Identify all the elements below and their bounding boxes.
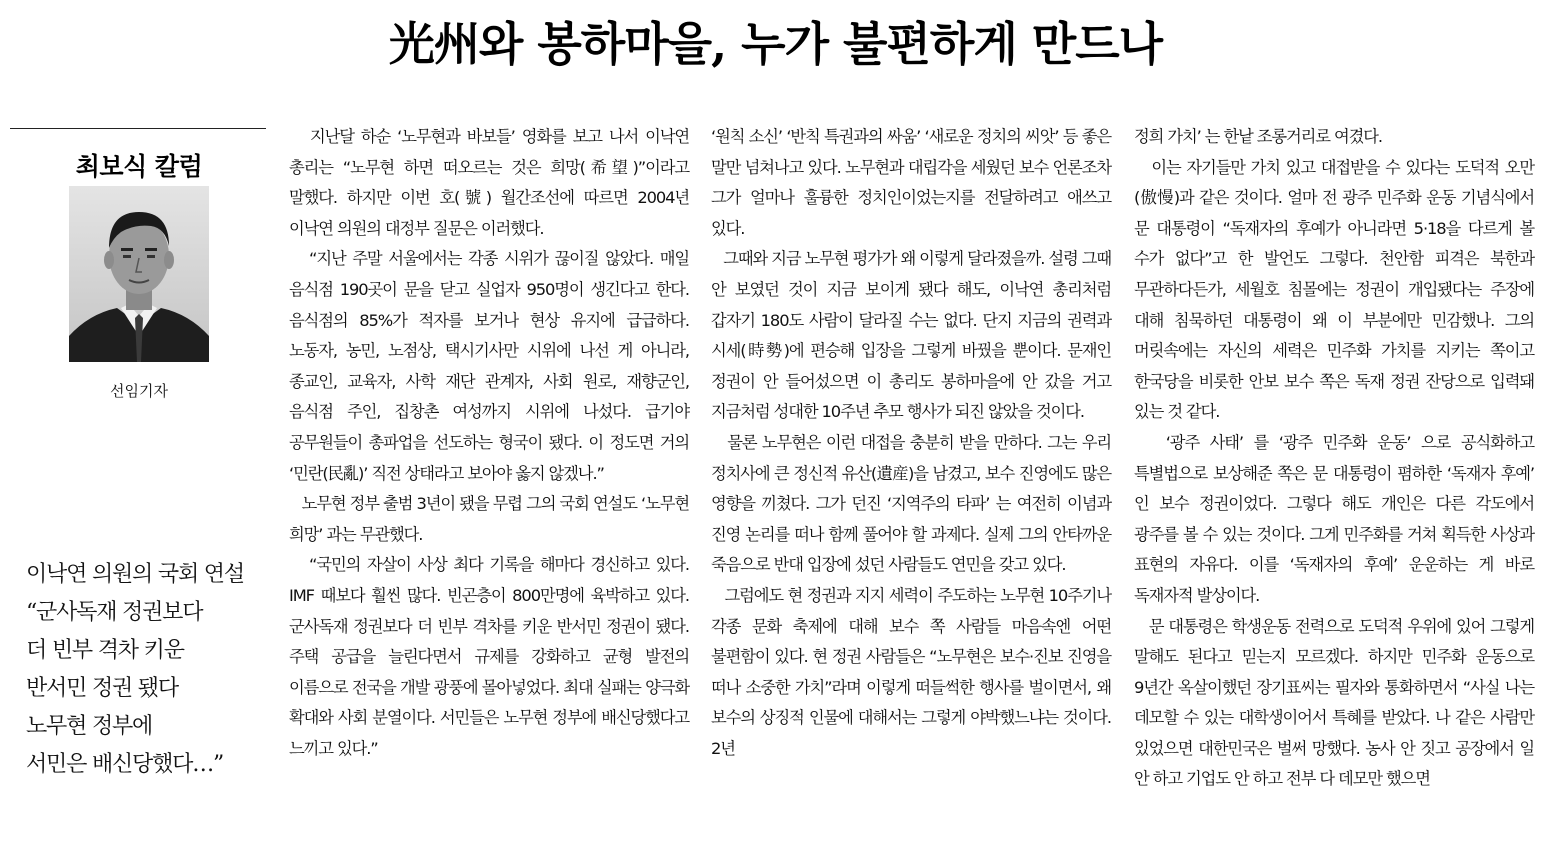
pull-quote-line: 이낙연 의원의 국회 연설 — [26, 562, 244, 587]
column-name: 최보식 칼럼 — [75, 152, 203, 181]
article-paragraph: “지난 주말 서울에서는 각종 시위가 끊이질 않았다. 매일 음식점 190곳이 문을 닫고 실업자 950명이 생긴다고 한다. 음식점의 85%가 적자를 보거나 현상 유지에 급급하다. 노동자, 농민, 노점상, 택시기사만 시위에 나선 게 아니라, 종교인, 교육자, 사학 재단 관계자, 사회 원로, 재향군인, 음식점 주인, 집창촌 여성까지 시위에 나섰다. 급기야 공무원들이 총파업을 선도하는 형국이 됐다. 이 정도면 거의 ‘민란(民亂)’ 직전 상태라고 보아야 옳지 않겠나.” — [289, 249, 694, 483]
column-sidebar — [10, 128, 268, 400]
article-paragraph: 정희 가치’ 는 한낱 조롱거리로 여겼다. — [1134, 127, 1382, 146]
portrait-image — [69, 186, 209, 362]
author-title: 선임기자 — [110, 382, 168, 400]
pull-quote-line: “군사독재 정권보다 — [26, 600, 203, 625]
pull-quote-line: 서민은 배신당했다…” — [26, 752, 224, 777]
article-paragraph: 이는 자기들만 가치 있고 대접받을 수 있다는 도덕적 오만(傲慢)과 같은 것이다. 얼마 전 광주 민주화 운동 기념식에서 문 대통령이 “독재자의 후예가 아니라면 5·18을 다르게 볼 수가 없다”고 한 발언도 그렇다. 천안함 피격은 북한과 무관하다든가, 세월호 침몰에는 정권이 개입됐다는 주장에 대해 침묵하던 대통령이 왜 이 부분에만 민감했나. 그의 머릿속에는 자신의 세력은 민주화 가치를 지키는 쪽이고 한국당을 비롯한 안보 보수 쪽은 독재 정권 잔당으로 입력돼 있는 것 같다. — [1134, 157, 1539, 422]
article-column-2 — [711, 122, 1116, 861]
article-paragraph: 노무현 정부 출범 3년이 됐을 무렵 그의 국회 연설도 ‘노무현 희망’ 과는 무관했다. — [289, 494, 694, 544]
article-paragraph: ‘광주 사태’ 를 ‘광주 민주화 운동’ 으로 공식화하고 특별법으로 보상해준 쪽은 문 대통령이 폄하한 ‘독재자 후예’ 인 보수 정권이었다. 그렇다 해도 개인은 다른 각도에서 광주를 볼 수 있는 것이다. 그게 민주화를 거쳐 획득한 사상과 표현의 자유다. 이를 ‘독재자의 후예’ 운운하는 게 바로 독재자적 발상이다. — [1134, 432, 1539, 605]
article-paragraph: 문 대통령은 학생운동 전력으로 도덕적 우위에 있어 그렇게 말해도 된다고 믿는지 모르겠다. 하지만 민주화 운동으로 9년간 옥살이했던 장기표씨는 필자와 통화하면서 “사실 나는 데모할 수 있는 대학생이어서 특혜를 받았다. 나 같은 사람만 있었으면 대한민국은 벌써 망했다. 농사 안 짓고 공장에서 일 안 하고 기업도 안 하고 전부 다 데모만 했으면 — [1134, 616, 1539, 789]
sidebar-divider — [10, 128, 266, 129]
article-paragraph: 그때와 지금 노무현 평가가 왜 이렇게 달라졌을까. 설령 그때 안 보였던 것이 지금 보이게 됐다 해도, 이낙연 총리처럼 갑자기 180도 사람이 달라질 수는 없다. 단지 지금의 권력과 시세(時勢)에 편승해 입장을 그렇게 바꿨을 뿐이다. 문재인 정권이 안 들어섰으면 이 총리도 봉하마을에 안 갔을 거고 지금처럼 성대한 10주년 추모 행사가 되진 않았을 것이다. — [711, 249, 1116, 422]
headline: 光州와 봉하마을, 누가 불편하게 만드나 — [388, 17, 1163, 71]
article-paragraph: “국민의 자살이 사상 최다 기록을 해마다 경신하고 있다. IMF 때보다 훨씬 많다. 빈곤층이 800만명에 육박하고 있다. 군사독재 정권보다 더 빈부 격차를 키운 반서민 정권이 됐다. 주택 공급을 늘린다면서 규제를 강화하고 균형 발전의 이름으로 전국을 개발 광풍에 몰아넣었다. 최대 실패는 양극화 확대와 사회 분열이다. 서민들은 노무현 정부에 배신당했다고 느끼고 있다.” — [289, 555, 694, 758]
author-portrait — [69, 186, 209, 362]
article-paragraph: 지난달 하순 ‘노무현과 바보들’ 영화를 보고 나서 이낙연 총리는 “노무현 하면 떠오르는 것은 희망(希望)”이라고 말했다. 하지만 이번 호(號) 월간조선에 따르면 2004년 이낙연 의원의 대정부 질문은 이러했다. — [289, 127, 694, 238]
article-column-3 — [1134, 122, 1539, 861]
article-paragraph: 그럼에도 현 정권과 지지 세력이 주도하는 노무현 10주기나 각종 문화 축제에 대해 보수 쪽 사람들 마음속엔 어떤 불편함이 있다. 현 정권 사람들은 “노무현은 보수·진보 진영을 떠나 소중한 가치”라며 이렇게 떠들썩한 행사를 벌이면서, 왜 보수의 상징적 인물에 대해서는 그렇게 야박했느냐는 것이다. 2년 — [711, 585, 1116, 758]
pull-quote-line: 반서민 정권 됐다 — [26, 676, 178, 701]
article-paragraph: 물론 노무현은 이런 대접을 충분히 받을 만하다. 그는 우리 정치사에 큰 정신적 유산(遺産)을 남겼고, 보수 진영에도 많은 영향을 끼쳤다. 그가 던진 ‘지역주의 타파’ 는 여전히 이념과 진영 논리를 떠나 함께 풀어야 할 과제다. 실제 그의 안타까운 죽음으로 반대 입장에 섰던 사람들도 연민을 갖고 있다. — [711, 432, 1116, 575]
pull-quote-line: 노무현 정부에 — [26, 714, 153, 739]
pull-quote-line: 더 빈부 격차 키운 — [26, 638, 184, 663]
article-column-1 — [289, 122, 694, 861]
pull-quote — [26, 556, 276, 784]
article-paragraph: ‘원칙 소신’ ‘반칙 특권과의 싸움’ ‘새로운 정치의 씨앗’ 등 좋은 말만 넘쳐나고 있다. 노무현과 대립각을 세웠던 보수 언론조차 그가 얼마나 훌륭한 정치인이었는지를 전달하려고 애쓰고 있다. — [711, 127, 1116, 238]
